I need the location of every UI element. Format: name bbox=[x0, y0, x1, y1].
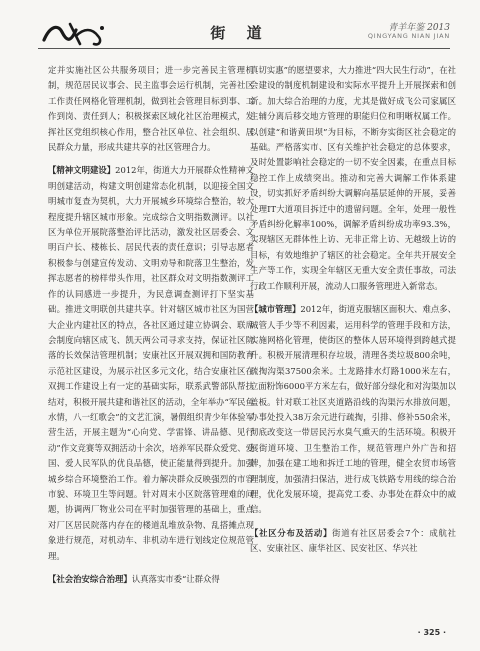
continuation-paragraph: 定并实施社区公共服务项目；进一步完善民主管理机制，规范居民议事会、民主监事会运行机制，完善社区工作责任网格化管理机制，做到社会管理目标到事、工作到岗、责任到人；积极探索区域化社区治理模式，发挥社区党组织核心作用，整合社区单位、社会组织、居民群众力量，形成共建共享的社区管理合力。 bbox=[48, 65, 254, 153]
section-title: 街 道 bbox=[210, 24, 270, 42]
section-body: 2012年，街道大力开展群众性精神文明创建活动，构建文明创建常态化机制，以迎接全国文明城市复查为契机，大力开展城乡环境综合整治，较大程度提升辖区城市形象。完成综合文明指数测评。以社区为单位开展院落整治评比活动，激发社区居委会、文明百户长、楼栋长、居民代表的责任意识；引导志愿者积极参与创建宣传发动、文明劝导和院落卫生整治，发挥志愿者的榜样带头作用，社区群众对文明指数测评工作的认同感进一步提升，为民意调查测评打下坚实基础。推进文明联创共建共享。针对辖区城市社区为国营大企业内建社区的特点，各社区通过建立协调会、联席会制度向辖区成飞、凯天两公司寻求支持，保证社区院落的长效保洁管理机制；安康社区开展双拥和国防教育示范社区建设，为展示社区多元文化，结合安康社区在双拥工作建设上有一定的基础实际，联系武警部队帮扶结对，积极开展共建和谐社区的活动，全年举办“军民鱼水情，八一红歌会”的文艺汇演，暑假组织青少年体验军营生活，开展主题为“心向党、学雷锋、讲品德、见行动”作文竞赛等双拥活动十余次，培养军民群众爱党、爱国、爱人民军队的优良品德，使正能量得到提升。加强城乡综合环境整治工作。着力解决群众反映强烈的市容市貌、环境卫生等问题。针对周末小区院落管理难的问题，协调两厂物业公司在平时加强管理的基础上，重点对厂区居民院落内存在的楼道乱堆放杂物、乱搭摊点现象进行规范，对机动车、非机动车进行划线定位规范管理。 bbox=[48, 165, 254, 561]
header-divider bbox=[38, 48, 450, 49]
section-gap bbox=[250, 518, 456, 526]
continuation-paragraph: 真切实惠”的愿望要求，大力推进“四大民生行动”，在社会建设的制度机制建设和实际水平提升上开展探索和创新。加大综合治理的力度，尤其是做好成飞公司家属区主辅分离后移交地方管理的职能归位和明晰权属工作。以创建“和谐黄田坝”为目标，不断夯实街区社会稳定的基础。严格落实市、区有关维护社会稳定的总体要求，及时处置影响社会稳定的一切不安全因素，在重点目标稳控工作上成绩突出。推动和完善大调解工作体系建设，切实抓好矛盾纠纷大调解向基层延伸的开展，妥善处理IT大道项目拆迁中的遗留问题。全年，处理一般性矛盾纠纷化解率100%，调解矛盾纠纷成功率93.3%，实现辖区无群体性上访、无非正常上访、无越级上访的目标，有效地维护了辖区的社会稳定。全年共开展安全生产等工作，实现全年辖区无重大安全责任事故，司法行政工作顺利开展，流动人口服务管理进入新常态。 bbox=[250, 65, 456, 291]
security-section bbox=[48, 572, 254, 587]
section-body: 2012年，街道克服辖区面积大、难点多、城管人手少等不利因素，运用科学的管理手段和方法，实施网格化管理，使街区的整体人居环境得到跨越式提升。积极开展清理积存垃圾，清理各类垃圾800余吨，疏掏沟渠37500余米。土龙路排水灯路1000米左右，立面粉饰6000平方米左右，做好部分绿化和对沟渠加以盖板。针对联工社区夹道路沿线的沟渠污水排放问题，办事处投入38万余元进行疏掏，引排、修补550余米，彻底改变这一带居民污水臭气熏天的生活环境。积极开展街道环境、卫生整治工作，规范管理户外广告和招牌，加强在建工地和拆迁工地的管理，健全农贸市场管理制度，加强清扫保洁，进行成飞铁路专用线的综合治理，优化发展环境，提高党工委、办事处在群众中的威信。 bbox=[250, 304, 456, 515]
page-number: · 325 · bbox=[417, 628, 446, 637]
yearbook-pinyin: QINGYANG NIAN JIAN bbox=[367, 32, 450, 40]
right-column bbox=[250, 63, 456, 623]
civilization-section bbox=[48, 163, 254, 564]
section-heading: 【城市管理】 bbox=[250, 304, 301, 315]
section-gap bbox=[48, 155, 254, 163]
community-section bbox=[250, 526, 456, 557]
section-gap bbox=[250, 294, 456, 302]
page-header bbox=[0, 0, 480, 60]
section-heading: 【精神文明建设】 bbox=[48, 165, 116, 176]
section-heading: 【社区分布及活动】 bbox=[250, 527, 333, 538]
yearbook-name: 青羊年鉴 2013 bbox=[388, 23, 450, 33]
left-column bbox=[48, 63, 254, 623]
urban-management-section bbox=[250, 302, 456, 518]
section-body: 街道有社区居委会7个：成航社区、安康社区、康华社区、民安社区、华兴社 bbox=[250, 527, 456, 554]
section-heading: 【社会治安综合治理】 bbox=[48, 574, 132, 584]
section-body: 认真落实市委“让群众得 bbox=[131, 574, 220, 584]
section-gap bbox=[48, 564, 254, 572]
